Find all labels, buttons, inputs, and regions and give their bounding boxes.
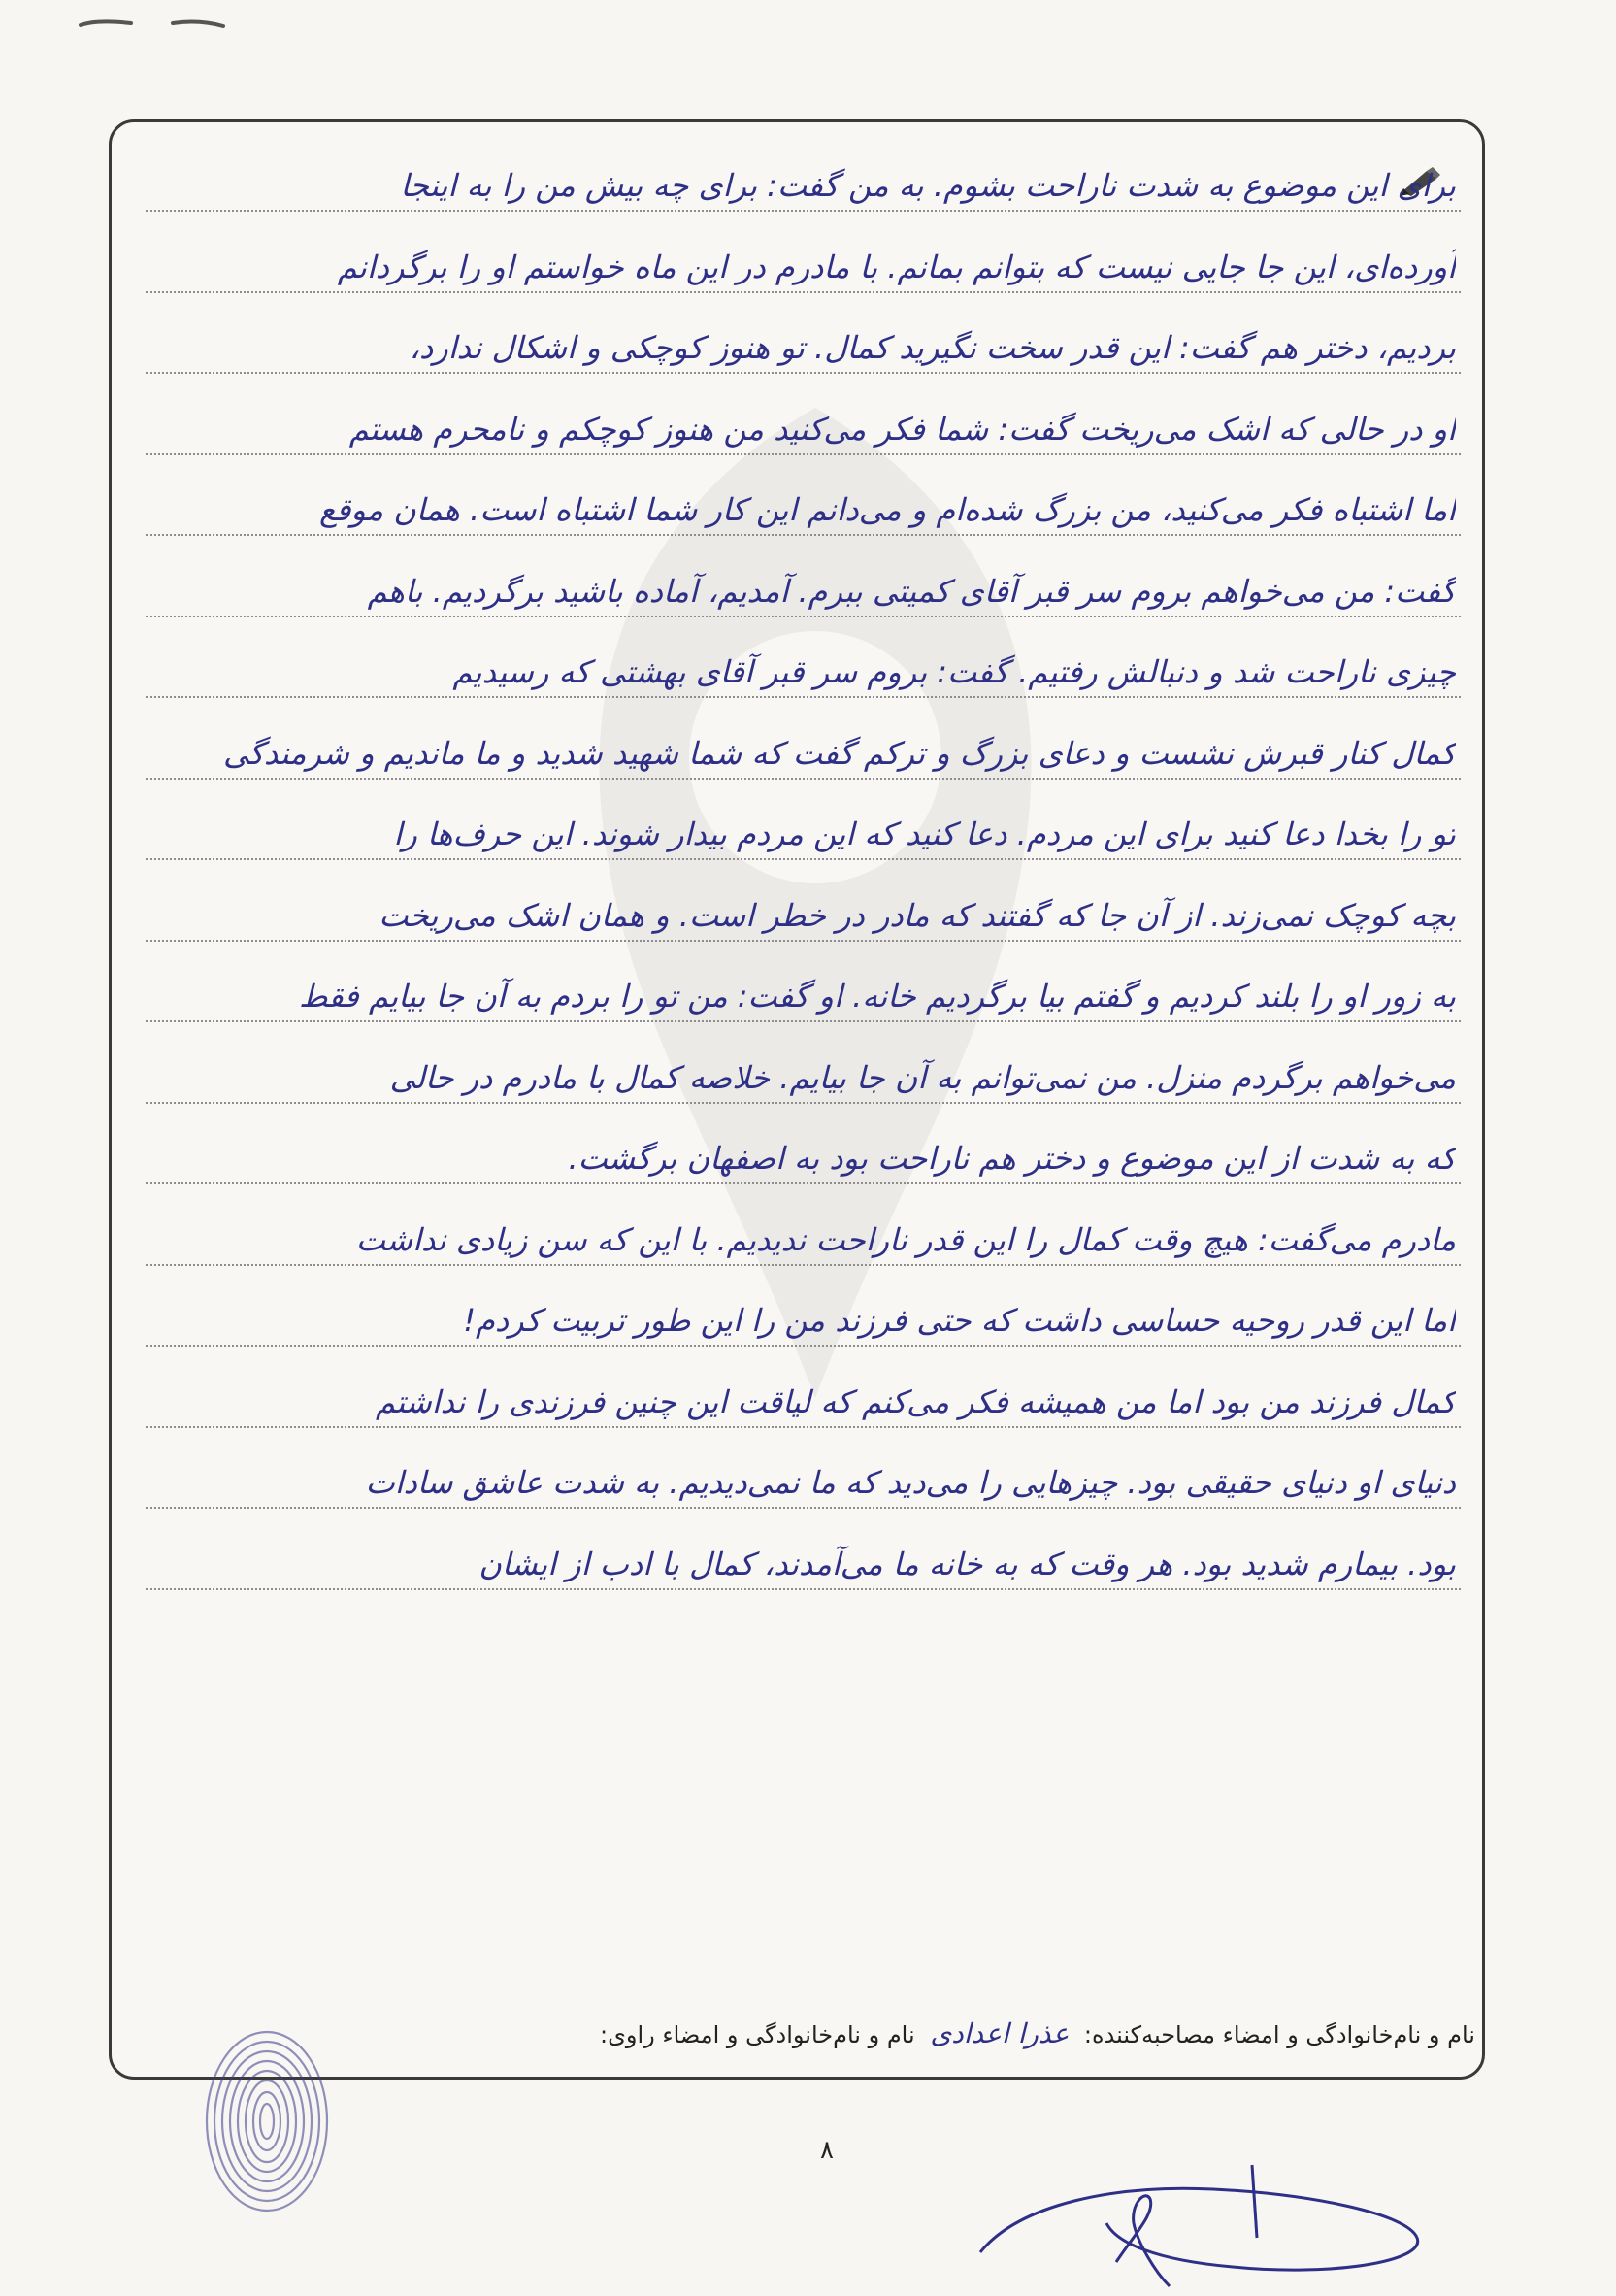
handwritten-line: بردیم، دختر هم گفت: این قدر سخت نگیرید کمال. تو هنوز کوچکی و اشکال ندارد، [409, 329, 1456, 366]
staple-mark-left [78, 17, 136, 27]
handwritten-line: بچه کوچک نمی‌زند. از آن جا که گفتند که مادر در خطر است. و همان اشک می‌ریخت [379, 896, 1456, 934]
handwritten-line: به زور او را بلند کردیم و گفتم بیا برگردیم خانه. او گفت: من تو را بردم به آن جا بیایم فقط [298, 978, 1456, 1015]
handwritten-line: می‌خواهم برگردم منزل. من نمی‌توانم به آن جا بیایم. خلاصه کمال با مادرم در حالی [389, 1058, 1456, 1096]
footer-signature-line [600, 2017, 1475, 2049]
staple-mark-right [170, 17, 228, 27]
handwritten-line: دنیای او دنیای حقیقی بود. چیزهایی را می‌دید که ما نمی‌دیدیم. به شدت عاشق سادات [365, 1464, 1456, 1501]
handwritten-line: بود. بیمارم شدید بود. هر وقت که به خانه ما می‌آمدند، کمال با ادب از ایشان [478, 1545, 1456, 1582]
handwritten-line: مادرم می‌گفت: هیچ وقت کمال را این قدر ناراحت ندیدیم. با این که سن زیادی نداشت [355, 1220, 1456, 1258]
page-number: ۸ [820, 2136, 834, 2165]
handwritten-line: تو را بخدا دعا کنید برای این مردم. دعا کنید که این مردم بیدار شوند. این حرف‌ها را [393, 815, 1456, 852]
handwritten-line: که به شدت از این موضوع و دختر هم ناراحت بود به اصفهان برگشت. [568, 1140, 1456, 1177]
handwritten-line: برای این موضوع به شدت ناراحت بشوم. به من گفت: برای چه بیش من را به اینجا [400, 167, 1456, 204]
handwritten-line: اما اشتباه فکر می‌کنید، من بزرگ شده‌ام و می‌دانم این کار شما اشتباه است. همان موقع [319, 491, 1456, 528]
handwritten-line: گفت: من می‌خواهم بروم سر قبر آقای کمیتی ببرم. آمدیم، آماده باشید برگردیم. باهم [367, 572, 1456, 610]
handwritten-text [126, 146, 1456, 1605]
handwritten-line: کمال کنار قبرش نشست و دعای بزرگ و ترکم گفت که شما شهید شدید و ما ماندیم و شرمندگی [223, 734, 1456, 772]
handwritten-line: اما این قدر روحیه حساسی داشت که حتی فرزند من را این طور تربیت کردم! [463, 1302, 1456, 1339]
interviewer-name: عذرا اعدادی [930, 2017, 1070, 2049]
fingerprint-mark [194, 2019, 340, 2223]
interviewer-label: نام و نام‌خانوادگی و امضاء مصاحبه‌کننده: [1083, 2021, 1475, 2048]
narrator-label: نام و نام‌خانوادگی و امضاء راوی: [599, 2021, 915, 2048]
handwritten-line: او در حالی که اشک می‌ریخت گفت: شما فکر می‌کنید من هنوز کوچکم و نامحرم هستم [348, 410, 1456, 448]
handwritten-line: آورده‌ای، این جا جایی نیست که بتوانم بمانم. با مادرم در این ماه خواستم او را برگردانم [337, 248, 1456, 285]
handwritten-line: کمال فرزند من بود اما من همیشه فکر می‌کنم که لیاقت این چنین فرزندی را نداشتم [376, 1382, 1456, 1420]
signature-mark [961, 2146, 1446, 2291]
handwritten-line: چیزی ناراحت شد و دنبالش رفتیم. گفت: بروم سر قبر آقای بهشتی که رسیدیم [452, 653, 1456, 690]
